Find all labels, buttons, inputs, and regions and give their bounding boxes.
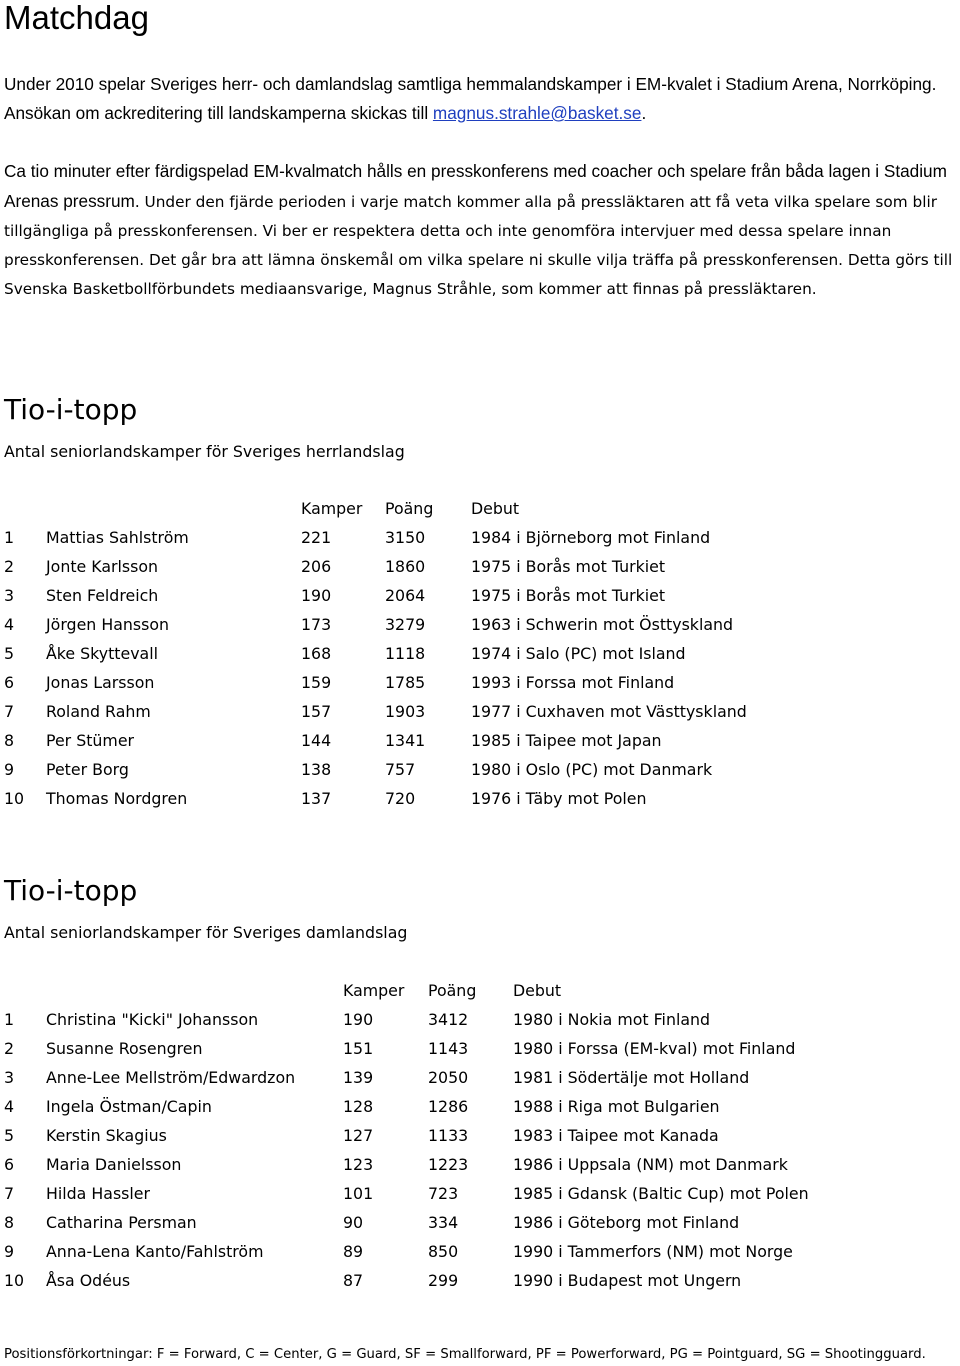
press-text-part-1: Ca tio minuter efter färdigspelad EM-kvalmatch hålls en presskonferens med coacher och spelare från båda lagen i Stadium Arenas pressrum. bbox=[4, 161, 947, 211]
press-conference-paragraph bbox=[4, 157, 960, 304]
cell-poang: 1223 bbox=[428, 1155, 469, 1174]
cell-num: 1 bbox=[4, 528, 15, 547]
cell-num: 4 bbox=[4, 1097, 15, 1116]
cell-debut: 1977 i Cuxhaven mot Västtyskland bbox=[471, 702, 747, 721]
cell-debut: 1980 i Oslo (PC) mot Danmark bbox=[471, 760, 713, 779]
cell-poang: 299 bbox=[428, 1271, 459, 1290]
cell-kamper: 127 bbox=[343, 1126, 374, 1145]
cell-num: 2 bbox=[4, 557, 15, 576]
men-section-title: Tio-i-topp bbox=[4, 393, 138, 426]
cell-poang: 2050 bbox=[428, 1068, 469, 1087]
cell-name: Per Stümer bbox=[46, 731, 135, 750]
cell-name: Christina "Kicki" Johansson bbox=[46, 1010, 259, 1029]
cell-kamper: 159 bbox=[301, 673, 332, 692]
cell-debut: 1981 i Södertälje mot Holland bbox=[513, 1068, 750, 1087]
cell-name: Catharina Persman bbox=[46, 1213, 197, 1232]
cell-debut: 1974 i Salo (PC) mot Island bbox=[471, 644, 686, 663]
cell-name: Kerstin Skagius bbox=[46, 1126, 167, 1145]
women-section-title: Tio-i-topp bbox=[4, 874, 138, 907]
cell-kamper: 206 bbox=[301, 557, 332, 576]
cell-num: 2 bbox=[4, 1039, 15, 1058]
cell-kamper: 123 bbox=[343, 1155, 374, 1174]
header-poang: Poäng bbox=[385, 499, 434, 518]
cell-kamper: 144 bbox=[301, 731, 332, 750]
cell-num: 9 bbox=[4, 1242, 15, 1261]
email-link[interactable]: magnus.strahle@basket.se bbox=[432, 103, 642, 123]
cell-kamper: 87 bbox=[343, 1271, 364, 1290]
accreditation-text-end: . bbox=[641, 103, 647, 123]
cell-num: 5 bbox=[4, 1126, 15, 1145]
cell-debut: 1963 i Schwerin mot Östtyskland bbox=[471, 615, 734, 634]
cell-name: Susanne Rosengren bbox=[46, 1039, 203, 1058]
cell-kamper: 137 bbox=[301, 789, 332, 808]
cell-poang: 1785 bbox=[385, 673, 426, 692]
cell-name: Maria Danielsson bbox=[46, 1155, 182, 1174]
cell-kamper: 190 bbox=[343, 1010, 374, 1029]
header-debut: Debut bbox=[513, 981, 562, 1000]
cell-kamper: 128 bbox=[343, 1097, 374, 1116]
cell-name: Åke Skyttevall bbox=[46, 644, 159, 663]
cell-num: 10 bbox=[4, 1271, 25, 1290]
cell-num: 8 bbox=[4, 731, 15, 750]
cell-poang: 723 bbox=[428, 1184, 459, 1203]
cell-debut: 1985 i Taipee mot Japan bbox=[471, 731, 662, 750]
cell-poang: 3412 bbox=[428, 1010, 469, 1029]
cell-num: 6 bbox=[4, 673, 15, 692]
cell-kamper: 151 bbox=[343, 1039, 374, 1058]
cell-kamper: 168 bbox=[301, 644, 332, 663]
cell-debut: 1985 i Gdansk (Baltic Cup) mot Polen bbox=[513, 1184, 809, 1203]
cell-num: 7 bbox=[4, 1184, 15, 1203]
cell-num: 6 bbox=[4, 1155, 15, 1174]
cell-num: 8 bbox=[4, 1213, 15, 1232]
cell-poang: 1903 bbox=[385, 702, 426, 721]
cell-kamper: 89 bbox=[343, 1242, 364, 1261]
cell-poang: 1133 bbox=[428, 1126, 469, 1145]
cell-poang: 1341 bbox=[385, 731, 426, 750]
press-text-part-2: Under den fjärde perioden i varje match kommer alla på pressläktaren att få veta vilka spelare som blir tillgängliga på presskonferensen. Vi ber er respektera detta och inte genomföra intervjuer med dessa spelare innan presskonferensen. Det går bra att lämna önskemål om vilka spelare ni skulle vilja träffa på presskonferensen. Detta görs till Svenska Basketbollförbundets mediaansvarige, Magnus Stråhle, som kommer att finnas på pressläktaren. bbox=[4, 193, 953, 298]
cell-num: 9 bbox=[4, 760, 15, 779]
cell-name: Ingela Östman/Capin bbox=[46, 1097, 212, 1116]
women-section-subtitle: Antal seniorlandskamper för Sveriges damlandslag bbox=[4, 923, 408, 942]
cell-debut: 1983 i Taipee mot Kanada bbox=[513, 1126, 719, 1145]
cell-name: Roland Rahm bbox=[46, 702, 151, 721]
cell-poang: 2064 bbox=[385, 586, 426, 605]
cell-debut: 1990 i Tammerfors (NM) mot Norge bbox=[513, 1242, 793, 1261]
cell-poang: 3279 bbox=[385, 615, 426, 634]
cell-poang: 1860 bbox=[385, 557, 426, 576]
page-title: Matchdag bbox=[4, 0, 149, 36]
cell-debut: 1975 i Borås mot Turkiet bbox=[471, 557, 666, 576]
cell-poang: 3150 bbox=[385, 528, 426, 547]
cell-num: 7 bbox=[4, 702, 15, 721]
cell-debut: 1984 i Björneborg mot Finland bbox=[471, 528, 711, 547]
cell-name: Jonas Larsson bbox=[46, 673, 155, 692]
cell-poang: 1143 bbox=[428, 1039, 469, 1058]
cell-num: 1 bbox=[4, 1010, 15, 1029]
cell-debut: 1986 i Uppsala (NM) mot Danmark bbox=[513, 1155, 788, 1174]
cell-name: Mattias Sahlström bbox=[46, 528, 189, 547]
cell-name: Hilda Hassler bbox=[46, 1184, 151, 1203]
cell-num: 4 bbox=[4, 615, 15, 634]
cell-debut: 1993 i Forssa mot Finland bbox=[471, 673, 675, 692]
cell-debut: 1988 i Riga mot Bulgarien bbox=[513, 1097, 720, 1116]
cell-name: Jörgen Hansson bbox=[46, 615, 170, 634]
header-poang: Poäng bbox=[428, 981, 477, 1000]
cell-num: 3 bbox=[4, 1068, 15, 1087]
cell-kamper: 157 bbox=[301, 702, 332, 721]
cell-name: Anna-Lena Kanto/Fahlström bbox=[46, 1242, 264, 1261]
cell-debut: 1975 i Borås mot Turkiet bbox=[471, 586, 666, 605]
cell-debut: 1976 i Täby mot Polen bbox=[471, 789, 647, 808]
cell-num: 10 bbox=[4, 789, 25, 808]
cell-kamper: 190 bbox=[301, 586, 332, 605]
header-kamper: Kamper bbox=[343, 981, 405, 1000]
cell-poang: 757 bbox=[385, 760, 416, 779]
accreditation-paragraph bbox=[4, 70, 954, 128]
cell-kamper: 221 bbox=[301, 528, 332, 547]
cell-name: Peter Borg bbox=[46, 760, 129, 779]
cell-poang: 334 bbox=[428, 1213, 459, 1232]
cell-poang: 850 bbox=[428, 1242, 459, 1261]
cell-name: Thomas Nordgren bbox=[46, 789, 188, 808]
cell-kamper: 101 bbox=[343, 1184, 374, 1203]
cell-kamper: 90 bbox=[343, 1213, 364, 1232]
cell-debut: 1980 i Forssa (EM-kval) mot Finland bbox=[513, 1039, 796, 1058]
cell-debut: 1980 i Nokia mot Finland bbox=[513, 1010, 711, 1029]
cell-poang: 720 bbox=[385, 789, 416, 808]
cell-debut: 1990 i Budapest mot Ungern bbox=[513, 1271, 742, 1290]
cell-num: 5 bbox=[4, 644, 15, 663]
cell-kamper: 139 bbox=[343, 1068, 374, 1087]
cell-num: 3 bbox=[4, 586, 15, 605]
cell-name: Sten Feldreich bbox=[46, 586, 159, 605]
cell-name: Anne-Lee Mellström/Edwardzon bbox=[46, 1068, 296, 1087]
cell-name: Jonte Karlsson bbox=[46, 557, 159, 576]
header-kamper: Kamper bbox=[301, 499, 363, 518]
header-debut: Debut bbox=[471, 499, 520, 518]
men-section-subtitle: Antal seniorlandskamper för Sveriges herrlandslag bbox=[4, 442, 405, 461]
cell-poang: 1118 bbox=[385, 644, 426, 663]
cell-kamper: 173 bbox=[301, 615, 332, 634]
cell-debut: 1986 i Göteborg mot Finland bbox=[513, 1213, 740, 1232]
position-abbreviations-note: Positionsförkortningar: F = Forward, C = Center, G = Guard, SF = Smallforward, PF = Powerforward, PG = Pointguard, SG = Shootingguard. bbox=[4, 1347, 926, 1362]
accreditation-text: Under 2010 spelar Sveriges herr- och damlandslag samtliga hemmalandskamper i EM-kvalet i Stadium Arena, Norrköping. Ansökan om ackreditering till landskamperna skickas till bbox=[4, 74, 937, 123]
cell-kamper: 138 bbox=[301, 760, 332, 779]
cell-name: Åsa Odéus bbox=[46, 1271, 131, 1290]
cell-poang: 1286 bbox=[428, 1097, 469, 1116]
